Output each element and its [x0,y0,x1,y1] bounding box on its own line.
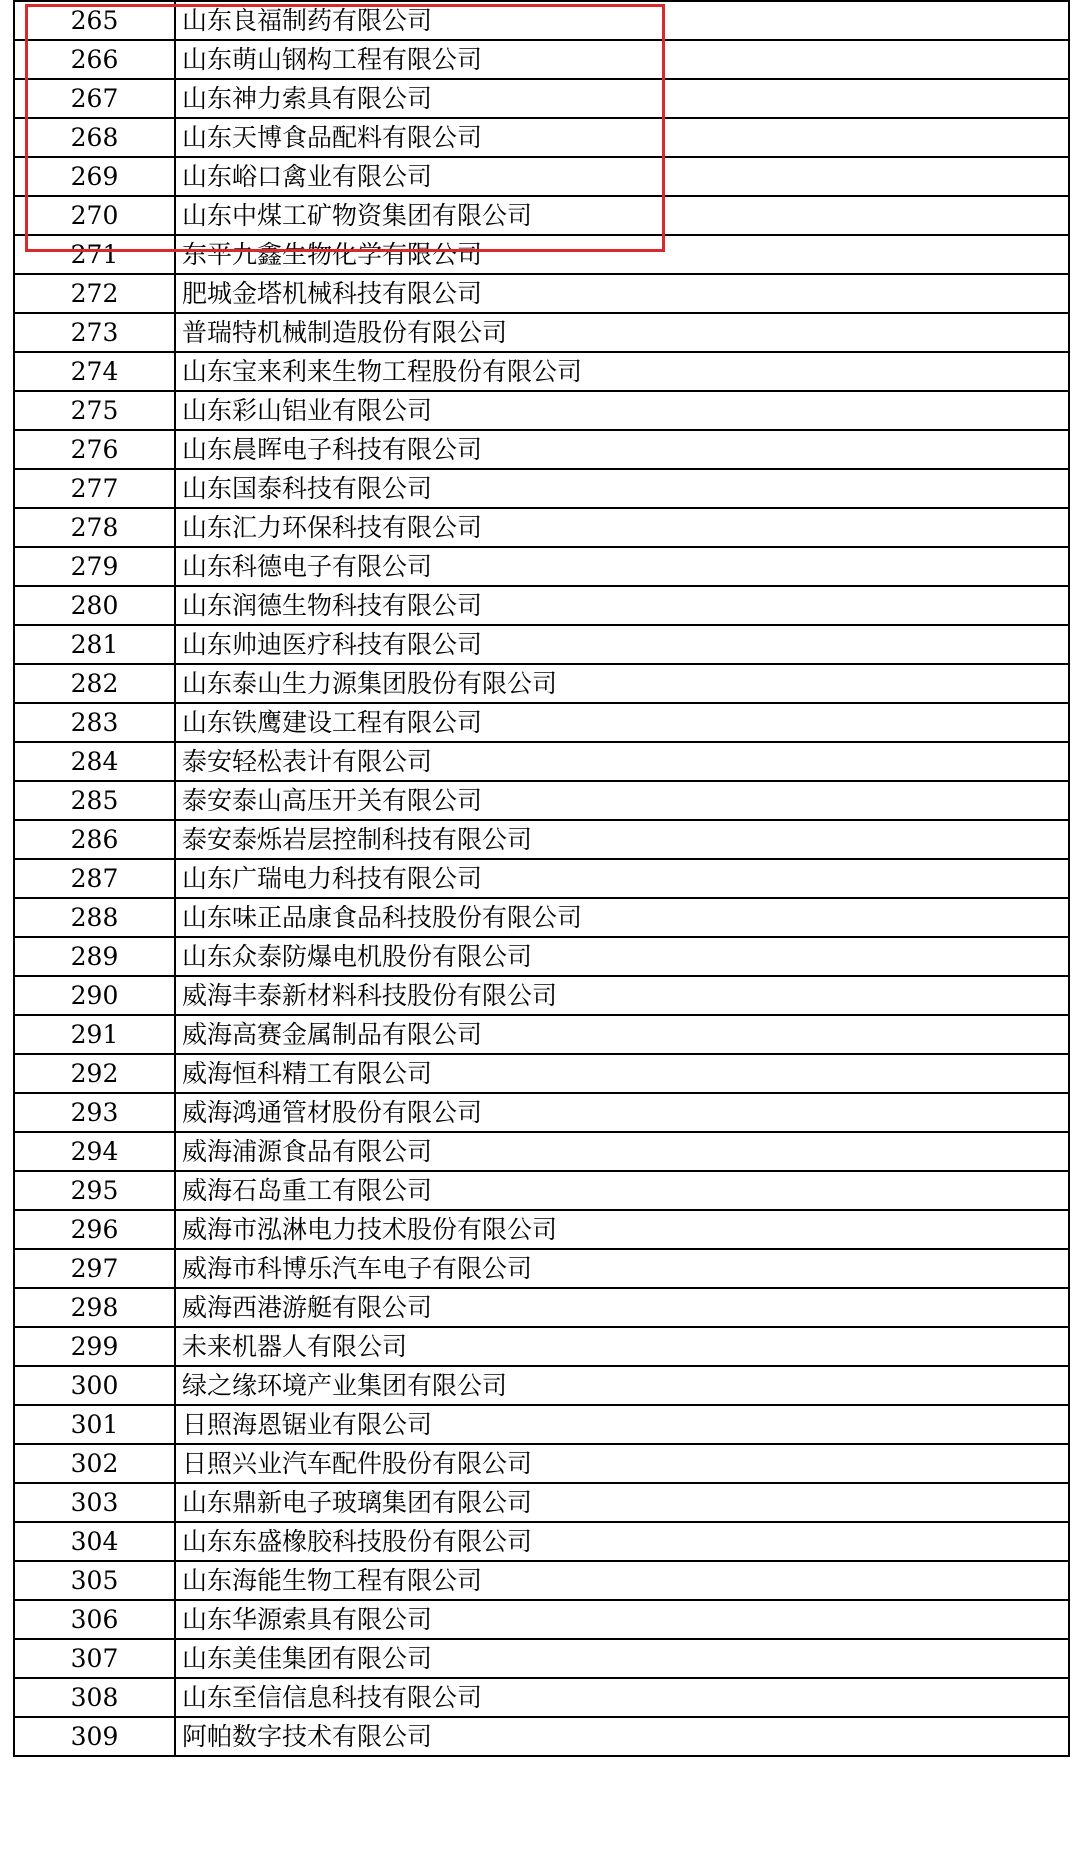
row-number-cell: 283 [14,703,175,742]
table-row [14,547,1069,586]
company-name-cell: 威海浦源食品有限公司 [175,1132,1069,1171]
table-row [14,235,1069,274]
row-number-cell: 309 [14,1717,175,1756]
company-name-cell: 山东中煤工矿物资集团有限公司 [175,196,1069,235]
table-row [14,781,1069,820]
row-number-cell: 281 [14,625,175,664]
company-name-cell: 山东帅迪医疗科技有限公司 [175,625,1069,664]
table-row [14,976,1069,1015]
company-name-cell: 阿帕数字技术有限公司 [175,1717,1069,1756]
row-number-cell: 287 [14,859,175,898]
row-number-cell: 307 [14,1639,175,1678]
company-name-cell: 泰安轻松表计有限公司 [175,742,1069,781]
company-name-cell: 山东天博食品配料有限公司 [175,118,1069,157]
table-row [14,1210,1069,1249]
company-name-cell: 威海西港游艇有限公司 [175,1288,1069,1327]
table-row [14,1405,1069,1444]
company-name-cell: 普瑞特机械制造股份有限公司 [175,313,1069,352]
row-number-cell: 277 [14,469,175,508]
row-number-cell: 266 [14,40,175,79]
row-number-cell: 300 [14,1366,175,1405]
company-name-cell: 山东晨晖电子科技有限公司 [175,430,1069,469]
table-row [14,1639,1069,1678]
company-name-cell: 山东良福制药有限公司 [175,1,1069,40]
company-name-cell: 山东众泰防爆电机股份有限公司 [175,937,1069,976]
row-number-cell: 306 [14,1600,175,1639]
row-number-cell: 269 [14,157,175,196]
company-name-cell: 泰安泰烁岩层控制科技有限公司 [175,820,1069,859]
row-number-cell: 294 [14,1132,175,1171]
row-number-cell: 288 [14,898,175,937]
table-row [14,1054,1069,1093]
company-name-cell: 山东海能生物工程有限公司 [175,1561,1069,1600]
table-row [14,508,1069,547]
company-name-cell: 山东萌山钢构工程有限公司 [175,40,1069,79]
company-name-cell: 山东广瑞电力科技有限公司 [175,859,1069,898]
company-name-cell: 山东味正品康食品科技股份有限公司 [175,898,1069,937]
company-name-cell: 日照海恩锯业有限公司 [175,1405,1069,1444]
row-number-cell: 292 [14,1054,175,1093]
table-row [14,157,1069,196]
row-number-cell: 308 [14,1678,175,1717]
row-number-cell: 293 [14,1093,175,1132]
row-number-cell: 265 [14,1,175,40]
company-name-cell: 山东彩山铝业有限公司 [175,391,1069,430]
row-number-cell: 273 [14,313,175,352]
company-table-body [14,1,1069,1756]
company-name-cell: 日照兴业汽车配件股份有限公司 [175,1444,1069,1483]
table-row [14,1327,1069,1366]
row-number-cell: 270 [14,196,175,235]
row-number-cell: 279 [14,547,175,586]
company-name-cell: 山东国泰科技有限公司 [175,469,1069,508]
table-row [14,742,1069,781]
row-number-cell: 304 [14,1522,175,1561]
company-name-cell: 山东科德电子有限公司 [175,547,1069,586]
table-row [14,937,1069,976]
row-number-cell: 305 [14,1561,175,1600]
company-name-cell: 山东鼎新电子玻璃集团有限公司 [175,1483,1069,1522]
row-number-cell: 268 [14,118,175,157]
table-row [14,40,1069,79]
table-row [14,1522,1069,1561]
table-row [14,1132,1069,1171]
row-number-cell: 303 [14,1483,175,1522]
row-number-cell: 278 [14,508,175,547]
table-row [14,1366,1069,1405]
table-row [14,898,1069,937]
row-number-cell: 290 [14,976,175,1015]
table-row [14,1561,1069,1600]
table-row [14,1288,1069,1327]
row-number-cell: 297 [14,1249,175,1288]
row-number-cell: 295 [14,1171,175,1210]
company-name-cell: 山东华源索具有限公司 [175,1600,1069,1639]
row-number-cell: 274 [14,352,175,391]
company-name-cell: 未来机器人有限公司 [175,1327,1069,1366]
row-number-cell: 301 [14,1405,175,1444]
company-name-cell: 东平九鑫生物化学有限公司 [175,235,1069,274]
company-name-cell: 山东至信信息科技有限公司 [175,1678,1069,1717]
row-number-cell: 289 [14,937,175,976]
table-row [14,352,1069,391]
company-name-cell: 威海高赛金属制品有限公司 [175,1015,1069,1054]
table-row [14,703,1069,742]
row-number-cell: 276 [14,430,175,469]
row-number-cell: 296 [14,1210,175,1249]
company-name-cell: 肥城金塔机械科技有限公司 [175,274,1069,313]
company-name-cell: 山东汇力环保科技有限公司 [175,508,1069,547]
company-name-cell: 山东峪口禽业有限公司 [175,157,1069,196]
table-row [14,586,1069,625]
company-name-cell: 威海市泓淋电力技术股份有限公司 [175,1210,1069,1249]
company-name-cell: 山东润德生物科技有限公司 [175,586,1069,625]
table-row [14,274,1069,313]
company-name-cell: 威海恒科精工有限公司 [175,1054,1069,1093]
table-row [14,79,1069,118]
table-row [14,625,1069,664]
row-number-cell: 267 [14,79,175,118]
company-table [13,0,1070,1757]
company-name-cell: 山东神力索具有限公司 [175,79,1069,118]
company-name-cell: 威海市科博乐汽车电子有限公司 [175,1249,1069,1288]
row-number-cell: 302 [14,1444,175,1483]
company-list-sheet [13,0,1070,1757]
company-name-cell: 泰安泰山高压开关有限公司 [175,781,1069,820]
table-row [14,1093,1069,1132]
row-number-cell: 298 [14,1288,175,1327]
table-row [14,430,1069,469]
row-number-cell: 285 [14,781,175,820]
table-row [14,391,1069,430]
table-row [14,1600,1069,1639]
table-row [14,1483,1069,1522]
table-row [14,118,1069,157]
row-number-cell: 272 [14,274,175,313]
table-row [14,1171,1069,1210]
company-name-cell: 威海石岛重工有限公司 [175,1171,1069,1210]
table-row [14,196,1069,235]
table-row [14,1,1069,40]
company-name-cell: 山东东盛橡胶科技股份有限公司 [175,1522,1069,1561]
table-row [14,1015,1069,1054]
table-row [14,469,1069,508]
table-row [14,1717,1069,1756]
table-row [14,820,1069,859]
row-number-cell: 282 [14,664,175,703]
company-name-cell: 威海鸿通管材股份有限公司 [175,1093,1069,1132]
table-row [14,1678,1069,1717]
table-row [14,313,1069,352]
row-number-cell: 299 [14,1327,175,1366]
row-number-cell: 271 [14,235,175,274]
table-row [14,859,1069,898]
row-number-cell: 291 [14,1015,175,1054]
company-name-cell: 山东泰山生力源集团股份有限公司 [175,664,1069,703]
row-number-cell: 284 [14,742,175,781]
company-name-cell: 绿之缘环境产业集团有限公司 [175,1366,1069,1405]
company-name-cell: 山东铁鹰建设工程有限公司 [175,703,1069,742]
table-row [14,1444,1069,1483]
company-name-cell: 山东宝来利来生物工程股份有限公司 [175,352,1069,391]
row-number-cell: 280 [14,586,175,625]
table-row [14,1249,1069,1288]
table-row [14,664,1069,703]
company-name-cell: 山东美佳集团有限公司 [175,1639,1069,1678]
company-name-cell: 威海丰泰新材料科技股份有限公司 [175,976,1069,1015]
row-number-cell: 275 [14,391,175,430]
row-number-cell: 286 [14,820,175,859]
